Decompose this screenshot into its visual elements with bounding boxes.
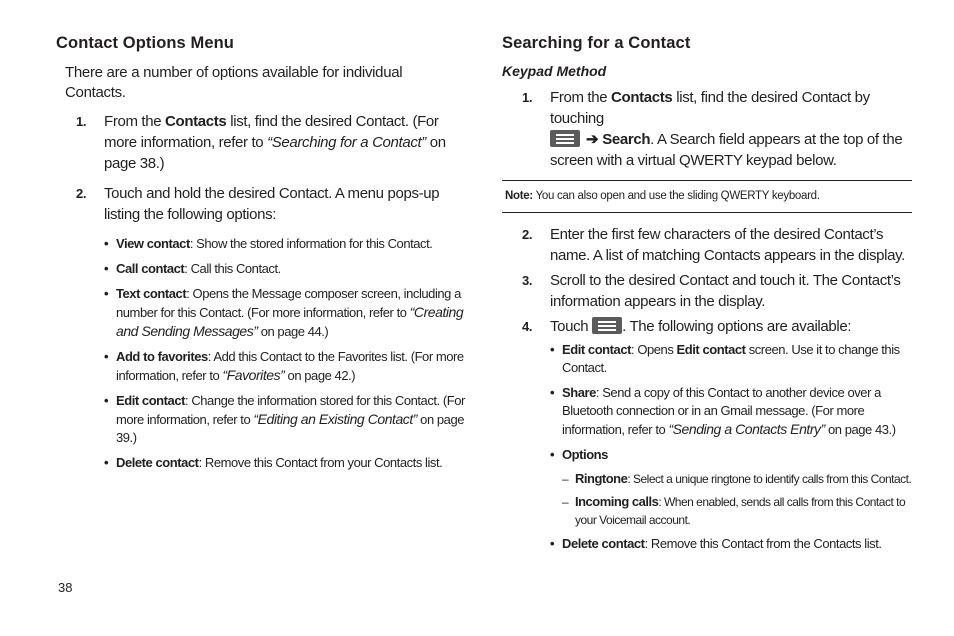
sub-dash: –	[562, 472, 569, 486]
step-text: on page 38.)	[104, 134, 446, 172]
step-number: 2.	[522, 227, 533, 242]
option-name: Edit contact	[116, 393, 185, 408]
step-number: 3.	[522, 273, 533, 288]
step-text: Scroll to the desired Contact and touch it. The Contact’s information appears in the display.	[550, 272, 901, 310]
option-name: View contact	[116, 236, 190, 251]
bullet-delete-contact	[502, 535, 912, 553]
option-name: Text contact	[116, 286, 187, 301]
bullet-add-to-favorites	[56, 348, 466, 385]
bullet-dot: •	[550, 385, 555, 400]
subsection-title-keypad-method: Keypad Method	[502, 63, 607, 79]
option-description: on page 43.)	[824, 422, 896, 437]
contacts-keyword: Contacts	[611, 89, 673, 106]
step-number: 1.	[76, 114, 87, 129]
bullet-dot: •	[104, 455, 109, 470]
step-2	[56, 183, 466, 225]
bullet-text-contact	[56, 285, 466, 341]
option-description: : Remove this Contact from the Contacts list.	[644, 536, 882, 551]
option-description: : Call this Contact.	[184, 261, 281, 276]
note-box	[502, 180, 912, 213]
step-text: From the	[104, 113, 166, 130]
intro-text: There are a number of options available for individual Contacts.	[65, 64, 403, 101]
search-step-2	[502, 224, 912, 266]
sub-option-incoming-calls	[502, 493, 912, 529]
step-1	[56, 111, 466, 174]
bullet-dot: •	[104, 349, 109, 364]
option-description: on page 44.)	[257, 324, 329, 339]
bullet-dot: •	[550, 536, 555, 551]
bullet-dot: •	[104, 261, 109, 276]
step-text: . A Search field appears at the top of the screen with a virtual QWERTY keypad below.	[550, 131, 903, 169]
bullet-dot: •	[104, 286, 109, 301]
cross-reference: “Editing an Existing Contact”	[253, 411, 418, 427]
page-number: 38	[58, 580, 73, 595]
step-text: From the	[550, 89, 612, 106]
search-step-4	[502, 316, 912, 337]
bullet-dot: •	[104, 393, 109, 408]
search-step-1	[502, 87, 912, 171]
search-step-3	[502, 270, 912, 312]
step-text: Touch	[550, 318, 593, 335]
option-name: Edit contact	[562, 342, 631, 357]
step-text: . The following options are available:	[622, 318, 852, 335]
step-number: 2.	[76, 186, 87, 201]
sub-option-description: : Select a unique ringtone to identify calls from this Contact.	[627, 472, 912, 486]
option-description: : Show the stored information for this Contact.	[189, 236, 433, 251]
left-column	[56, 34, 466, 472]
bullet-share	[502, 384, 912, 439]
option-description: : Send a copy of this Contact to another device over a Bluetooth connection or in an Gmail message. (For more information, refer to	[562, 385, 881, 437]
sub-option-ringtone	[502, 470, 912, 488]
search-keyword: Search	[602, 131, 651, 148]
sub-option-description: : When enabled, sends all calls from this Contact to your Voicemail account.	[575, 495, 906, 527]
menu-key-icon	[550, 130, 580, 147]
section-title-contact-options: Contact Options Menu	[56, 34, 234, 52]
menu-key-icon	[592, 317, 622, 334]
note-label: Note:	[505, 190, 533, 202]
bullet-dot: •	[550, 447, 555, 462]
option-name: Call contact	[116, 261, 185, 276]
option-description: : Change the information stored for this Contact. (For more information, refer to	[116, 393, 465, 427]
option-description: : Opens the Message composer screen, including a number for this Contact. (For more information, refer to	[116, 286, 461, 320]
bullet-edit-contact	[56, 392, 466, 447]
option-description: : Add this Contact to the Favorites list. (For more information, refer to	[116, 349, 464, 383]
step-number: 1.	[522, 90, 533, 105]
right-column	[502, 34, 912, 553]
note-text: You can also open and use the sliding QWERTY keyboard.	[532, 190, 820, 202]
cross-reference: “Sending a Contacts Entry”	[668, 421, 825, 437]
option-name: Share	[562, 385, 596, 400]
step-number: 4.	[522, 319, 533, 334]
cross-reference: “Creating and Sending Messages”	[116, 304, 464, 339]
contacts-keyword: Contacts	[165, 113, 227, 130]
bullet-edit-contact	[502, 341, 912, 377]
step-text: Enter the first few characters of the desired Contact’s name. A list of matching Contacts appears in the display.	[550, 226, 905, 264]
option-name: Add to favorites	[116, 349, 208, 364]
option-description: on page 42.)	[284, 368, 356, 383]
cross-reference: “Searching for a Contact”	[267, 134, 426, 151]
option-description: screen. Use it to change this Contact.	[562, 342, 900, 375]
option-name: Delete contact	[562, 536, 645, 551]
step-text: list, find the desired Contact by touching	[550, 89, 870, 127]
sub-option-name: Incoming calls	[575, 494, 659, 509]
option-description: : Remove this Contact from your Contacts list.	[198, 455, 443, 470]
sub-option-name: Ringtone	[575, 471, 628, 486]
bullet-delete-contact	[56, 454, 466, 472]
option-description: on page 39.)	[116, 412, 465, 445]
bullet-view-contact	[56, 235, 466, 253]
step-text: Touch and hold the desired Contact. A menu pops-up listing the following options:	[104, 185, 440, 223]
bullet-dot: •	[550, 342, 555, 357]
bullet-options	[502, 446, 912, 464]
bullet-dot: •	[104, 236, 109, 251]
section-title-searching: Searching for a Contact	[502, 34, 691, 52]
option-name: Options	[562, 447, 608, 462]
option-name: Delete contact	[116, 455, 199, 470]
option-name: Edit contact	[676, 342, 746, 357]
step-text: list, find the desired Contact. (For more information, refer to	[104, 113, 439, 151]
arrow-icon: ➔	[586, 131, 599, 148]
bullet-call-contact	[56, 260, 466, 278]
sub-dash: –	[562, 495, 569, 509]
option-description: : Opens	[631, 342, 677, 357]
cross-reference: “Favorites”	[222, 367, 285, 383]
